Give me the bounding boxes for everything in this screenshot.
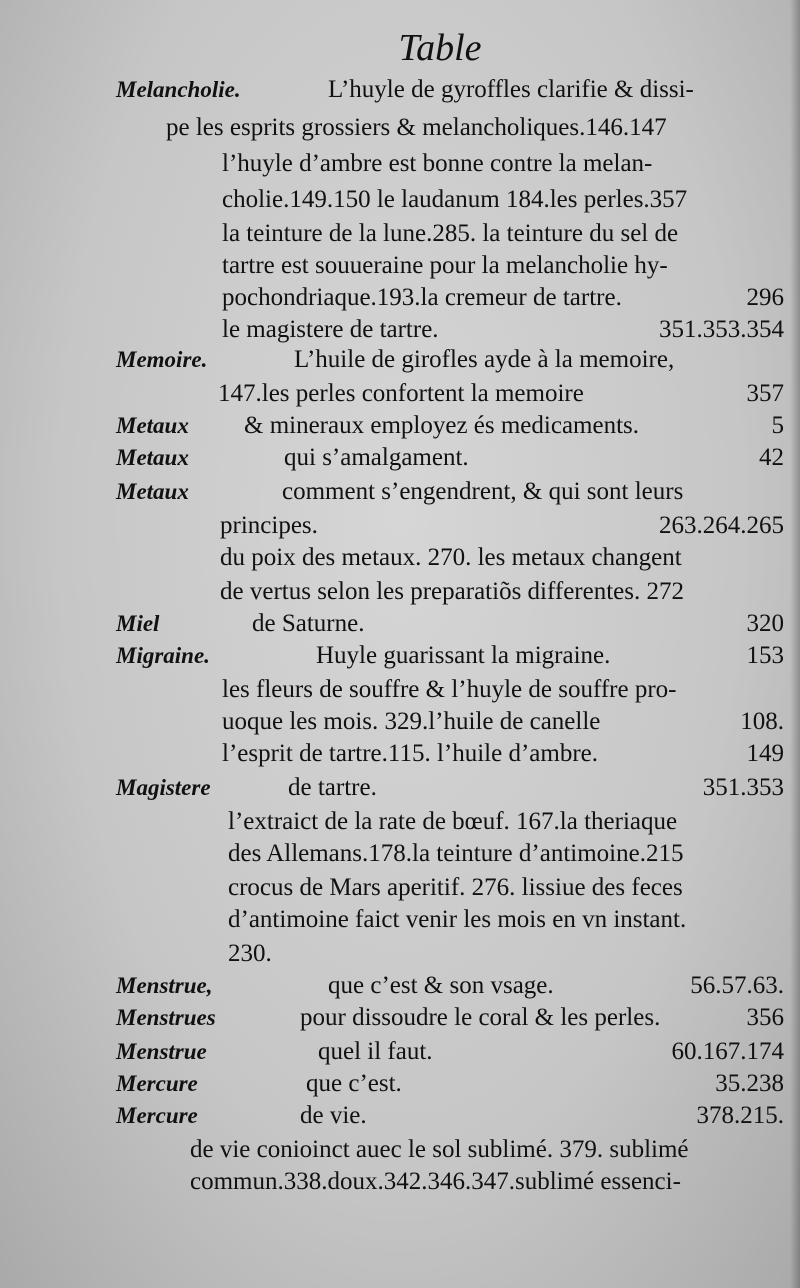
index-keyword: Miel (116, 611, 160, 636)
index-line (0, 936, 800, 972)
index-line (0, 836, 800, 872)
index-keyword: Migraine. (116, 643, 210, 668)
index-text: 230. (228, 940, 272, 967)
index-text: quel il faut. (318, 1038, 433, 1065)
index-text: comment s’engendrent, & qui sont leurs (282, 478, 684, 505)
index-text: que c’est. (306, 1070, 402, 1097)
index-line (0, 440, 800, 476)
index-text: de vie. (300, 1102, 367, 1129)
index-text: de vertus selon les preparatiõs differentes. 272 (220, 578, 684, 605)
index-text: pochondriaque.193.la cremeur de tartre. (222, 284, 622, 311)
page-reference: 5 (771, 412, 784, 439)
index-text: des Allemans.178.la teinture d’antimoine.215 (228, 840, 684, 867)
index-text: le magistere de tartre. (222, 316, 439, 343)
index-line (0, 408, 800, 444)
index-text: cholie.149.150 le laudanum 184.les perles.357 (222, 186, 688, 213)
index-line (0, 770, 800, 806)
index-line (0, 736, 800, 772)
page-reference: 56.57.63. (690, 972, 784, 999)
page-reference: 108. (740, 708, 784, 735)
index-keyword: Menstrue (116, 1039, 207, 1064)
page-reference: 153 (746, 642, 784, 669)
page-reference: 263.264.265 (659, 512, 784, 539)
index-keyword: Memoire. (116, 347, 208, 372)
index-text: l’huyle d’ambre est bonne contre la melan- (222, 150, 653, 177)
index-text: tartre est souueraine pour la melancholie hy- (222, 252, 668, 279)
index-line (0, 248, 800, 284)
index-keyword: Metaux (116, 479, 189, 504)
index-line (0, 1066, 800, 1102)
index-line (0, 1034, 800, 1070)
index-text: les fleurs de souffre & l’huyle de souffre pro- (222, 676, 677, 703)
page-reference: 149 (746, 740, 784, 767)
index-line (0, 474, 800, 510)
index-text: L’huile de girofles ayde à la memoire, (294, 346, 675, 373)
index-keyword: Mercure (116, 1103, 198, 1128)
index-line (0, 638, 800, 674)
page-reference: 320 (746, 610, 784, 637)
index-line (0, 672, 800, 708)
index-line (0, 376, 800, 412)
index-line (0, 804, 800, 840)
index-line (0, 146, 800, 182)
index-keyword: Menstrues (116, 1005, 216, 1030)
index-text: l’extraict de la rate de bœuf. 167.la theriaque (228, 808, 678, 835)
index-text: la teinture de la lune.285. la teinture du sel de (222, 220, 679, 247)
page-reference: 357 (746, 380, 784, 407)
index-line (0, 280, 800, 316)
index-text: l’esprit de tartre.115. l’huile d’ambre. (222, 740, 599, 767)
index-text: du poix des metaux. 270. les metaux changent (220, 544, 682, 571)
index-text: crocus de Mars aperitif. 276. lissiue des feces (228, 874, 683, 901)
index-text: & mineraux employez és medicaments. (244, 412, 640, 439)
index-line (0, 1098, 800, 1134)
index-line (0, 508, 800, 544)
index-keyword: Melancholie. (116, 77, 241, 102)
index-line (0, 968, 800, 1004)
page-reference: 296 (746, 284, 784, 311)
index-line (0, 110, 800, 146)
index-line (0, 72, 800, 108)
index-line (0, 704, 800, 740)
index-line (0, 606, 800, 642)
index-keyword: Mercure (116, 1071, 198, 1096)
index-keyword: Metaux (116, 413, 189, 438)
index-text: de tartre. (288, 774, 377, 801)
index-keyword: Menstrue, (116, 973, 213, 998)
index-text: uoque les mois. 329.l’huile de canelle (222, 708, 601, 735)
page-reference: 60.167.174 (671, 1038, 784, 1065)
page-reference: 42 (759, 444, 784, 471)
index-line (0, 870, 800, 906)
index-line (0, 574, 800, 610)
index-text: L’huyle de gyroffles clarifie & dissi- (328, 76, 694, 103)
index-text: Huyle guarissant la migraine. (316, 642, 611, 669)
page-reference: 351.353.354 (659, 316, 784, 343)
index-text: que c’est & son vsage. (328, 972, 554, 999)
index-keyword: Magistere (116, 775, 211, 800)
index-text: qui s’amalgament. (284, 444, 469, 471)
index-text: de vie conioinct auec le sol sublimé. 379. sublimé (190, 1136, 689, 1163)
index-text: de Saturne. (252, 610, 365, 637)
index-text: principes. (220, 512, 318, 539)
index-text: pe les esprits grossiers & melancholiques.146.147 (166, 114, 667, 141)
index-text: 147.les perles confortent la memoire (218, 380, 584, 407)
index-line (0, 1132, 800, 1168)
index-text: commun.338.doux.342.346.347.sublimé essenci- (190, 1168, 681, 1195)
index-line (0, 182, 800, 218)
page-heading: Table (398, 27, 482, 69)
page-reference: 351.353 (702, 774, 784, 801)
page-reference: 356 (746, 1004, 784, 1031)
index-text: d’antimoine faict venir les mois en vn instant. (228, 906, 687, 933)
index-line (0, 1000, 800, 1036)
index-line (0, 216, 800, 252)
page-reference: 378.215. (696, 1102, 784, 1129)
index-line (0, 1164, 800, 1200)
index-line (0, 902, 800, 938)
index-line (0, 540, 800, 576)
index-line (0, 342, 800, 378)
index-keyword: Metaux (116, 445, 189, 470)
page-reference: 35.238 (715, 1070, 784, 1097)
index-text: pour dissoudre le coral & les perles. (300, 1004, 661, 1031)
